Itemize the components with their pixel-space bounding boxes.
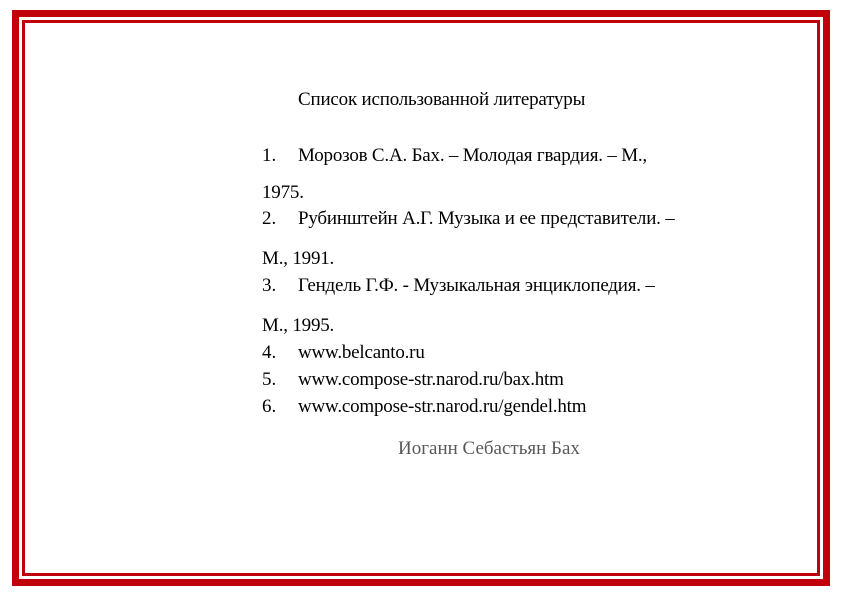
- reference-continuation-2: М., 1991.: [262, 248, 335, 269]
- reference-text-1: Морозов С.А. Бах. – Молодая гвардия. – М.,: [298, 145, 647, 166]
- reference-link-4[interactable]: www.belcanto.ru: [298, 342, 425, 363]
- reference-number-4: 4.: [262, 342, 277, 363]
- reference-text-3: Гендель Г.Ф. - Музыкальная энциклопедия. –: [298, 275, 655, 296]
- reference-number-2: 2.: [262, 208, 277, 229]
- image-caption: Иоганн Себастьян Бах: [398, 438, 580, 459]
- reference-number-1: 1.: [262, 145, 277, 166]
- reference-number-6: 6.: [262, 396, 277, 417]
- reference-link-5[interactable]: www.compose-str.narod.ru/bax.htm: [298, 369, 564, 390]
- page-title: Список использованной литературы: [298, 89, 586, 110]
- reference-number-3: 3.: [262, 275, 277, 296]
- reference-link-6[interactable]: www.compose-str.narod.ru/gendel.htm: [298, 396, 587, 417]
- reference-text-2: Рубинштейн А.Г. Музыка и ее представители. –: [298, 208, 675, 229]
- reference-number-5: 5.: [262, 369, 277, 390]
- reference-continuation-3: М., 1995.: [262, 315, 335, 336]
- reference-continuation-1: 1975.: [262, 182, 304, 203]
